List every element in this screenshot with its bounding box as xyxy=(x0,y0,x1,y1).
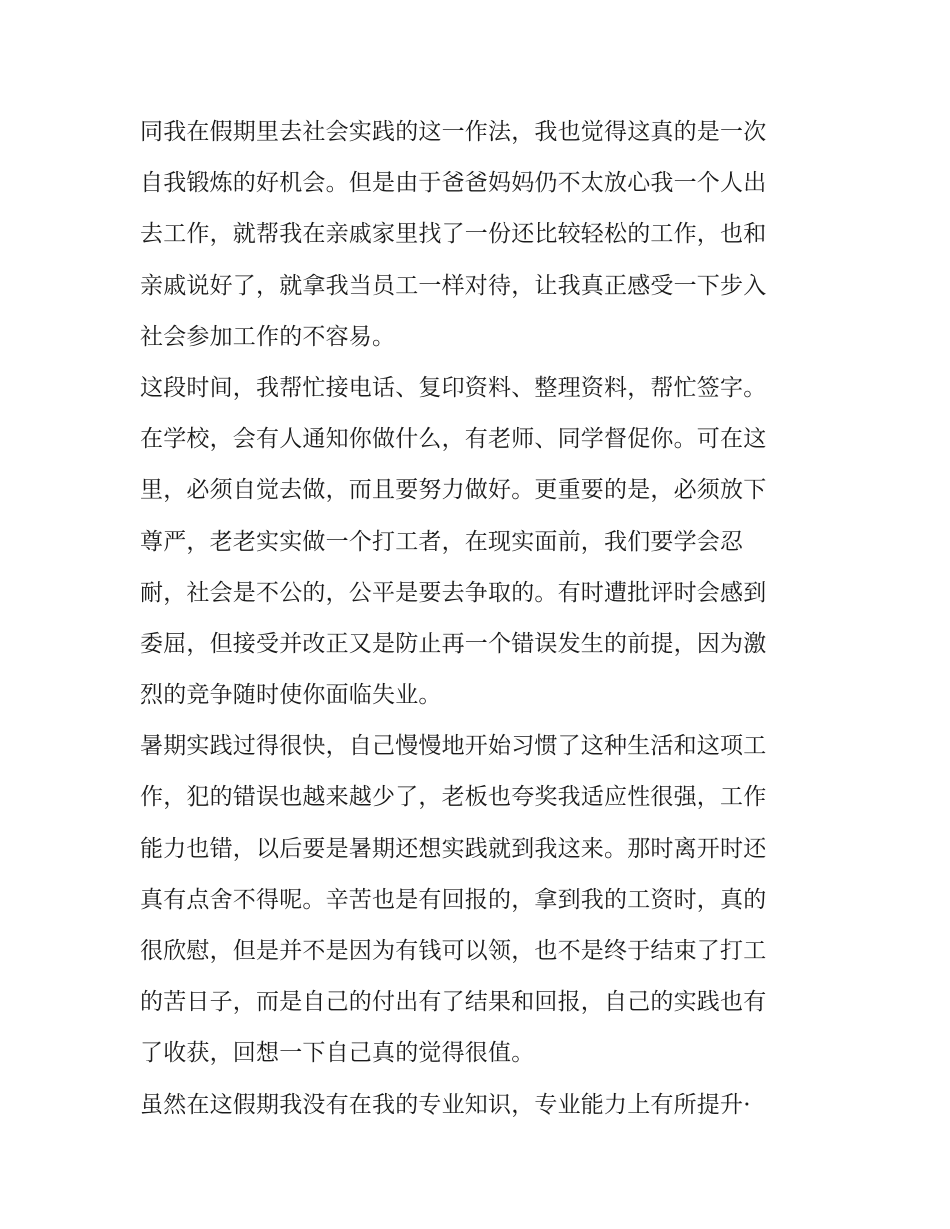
text-line: 耐，社会是不公的，公平是要去争取的。有时遭批评时会感到 xyxy=(140,579,767,606)
text-line: 社会参加工作的不容易。 xyxy=(140,323,396,350)
text-line: 同我在假期里去社会实践的这一作法，我也觉得这真的是一次 xyxy=(140,119,767,145)
text-line: 很欣慰，但是并不是因为有钱可以领，也不是终于结束了打工 xyxy=(140,938,767,964)
text-line: 烈的竞争随时使你面临失业。 xyxy=(140,682,442,709)
text-line: 尊严，老老实实做一个打工者，在现实面前，我们要学会忍 xyxy=(140,528,744,555)
text-line: 能力也错，以后要是暑期还想实践就到我这来。那时离开时还 xyxy=(140,835,767,862)
text-line: 这段时间，我帮忙接电话、复印资料、整理资料，帮忙签字。 xyxy=(140,374,767,401)
text-line: 虽然在这假期我没有在我的专业知识，专业能力上有所提升· xyxy=(140,1091,751,1118)
text-line: 自我锻炼的好机会。但是由于爸爸妈妈仍不太放心我一个人出 xyxy=(140,170,767,197)
text-line: 真有点舍不得呢。辛苦也是有回报的，拿到我的工资时，真的 xyxy=(140,886,767,913)
text-line: 了收获，回想一下自己真的觉得很值。 xyxy=(140,1040,535,1067)
text-line: 在学校，会有人通知你做什么，有老师、同学督促你。可在这 xyxy=(140,426,767,453)
text-line: 里，必须自觉去做，而且要努力做好。更重要的是，必须放下 xyxy=(140,477,767,504)
text-line: 委屈，但接受并改正又是防止再一个错误发生的前提，因为激 xyxy=(140,630,767,657)
text-line: 的苦日子，而是自己的付出有了结果和回报，自己的实践也有 xyxy=(140,989,767,1016)
document-body xyxy=(140,107,830,1131)
text-line: 去工作，就帮我在亲戚家里找了一份还比较轻松的工作，也和 xyxy=(140,221,767,248)
text-line: 亲戚说好了，就拿我当员工一样对待，让我真正感受一下步入 xyxy=(140,272,767,299)
text-line: 暑期实践过得很快，自己慢慢地开始习惯了这种生活和这项工 xyxy=(140,733,767,760)
text-line: 作，犯的错误也越来越少了，老板也夸奖我适应性很强，工作 xyxy=(140,784,767,811)
